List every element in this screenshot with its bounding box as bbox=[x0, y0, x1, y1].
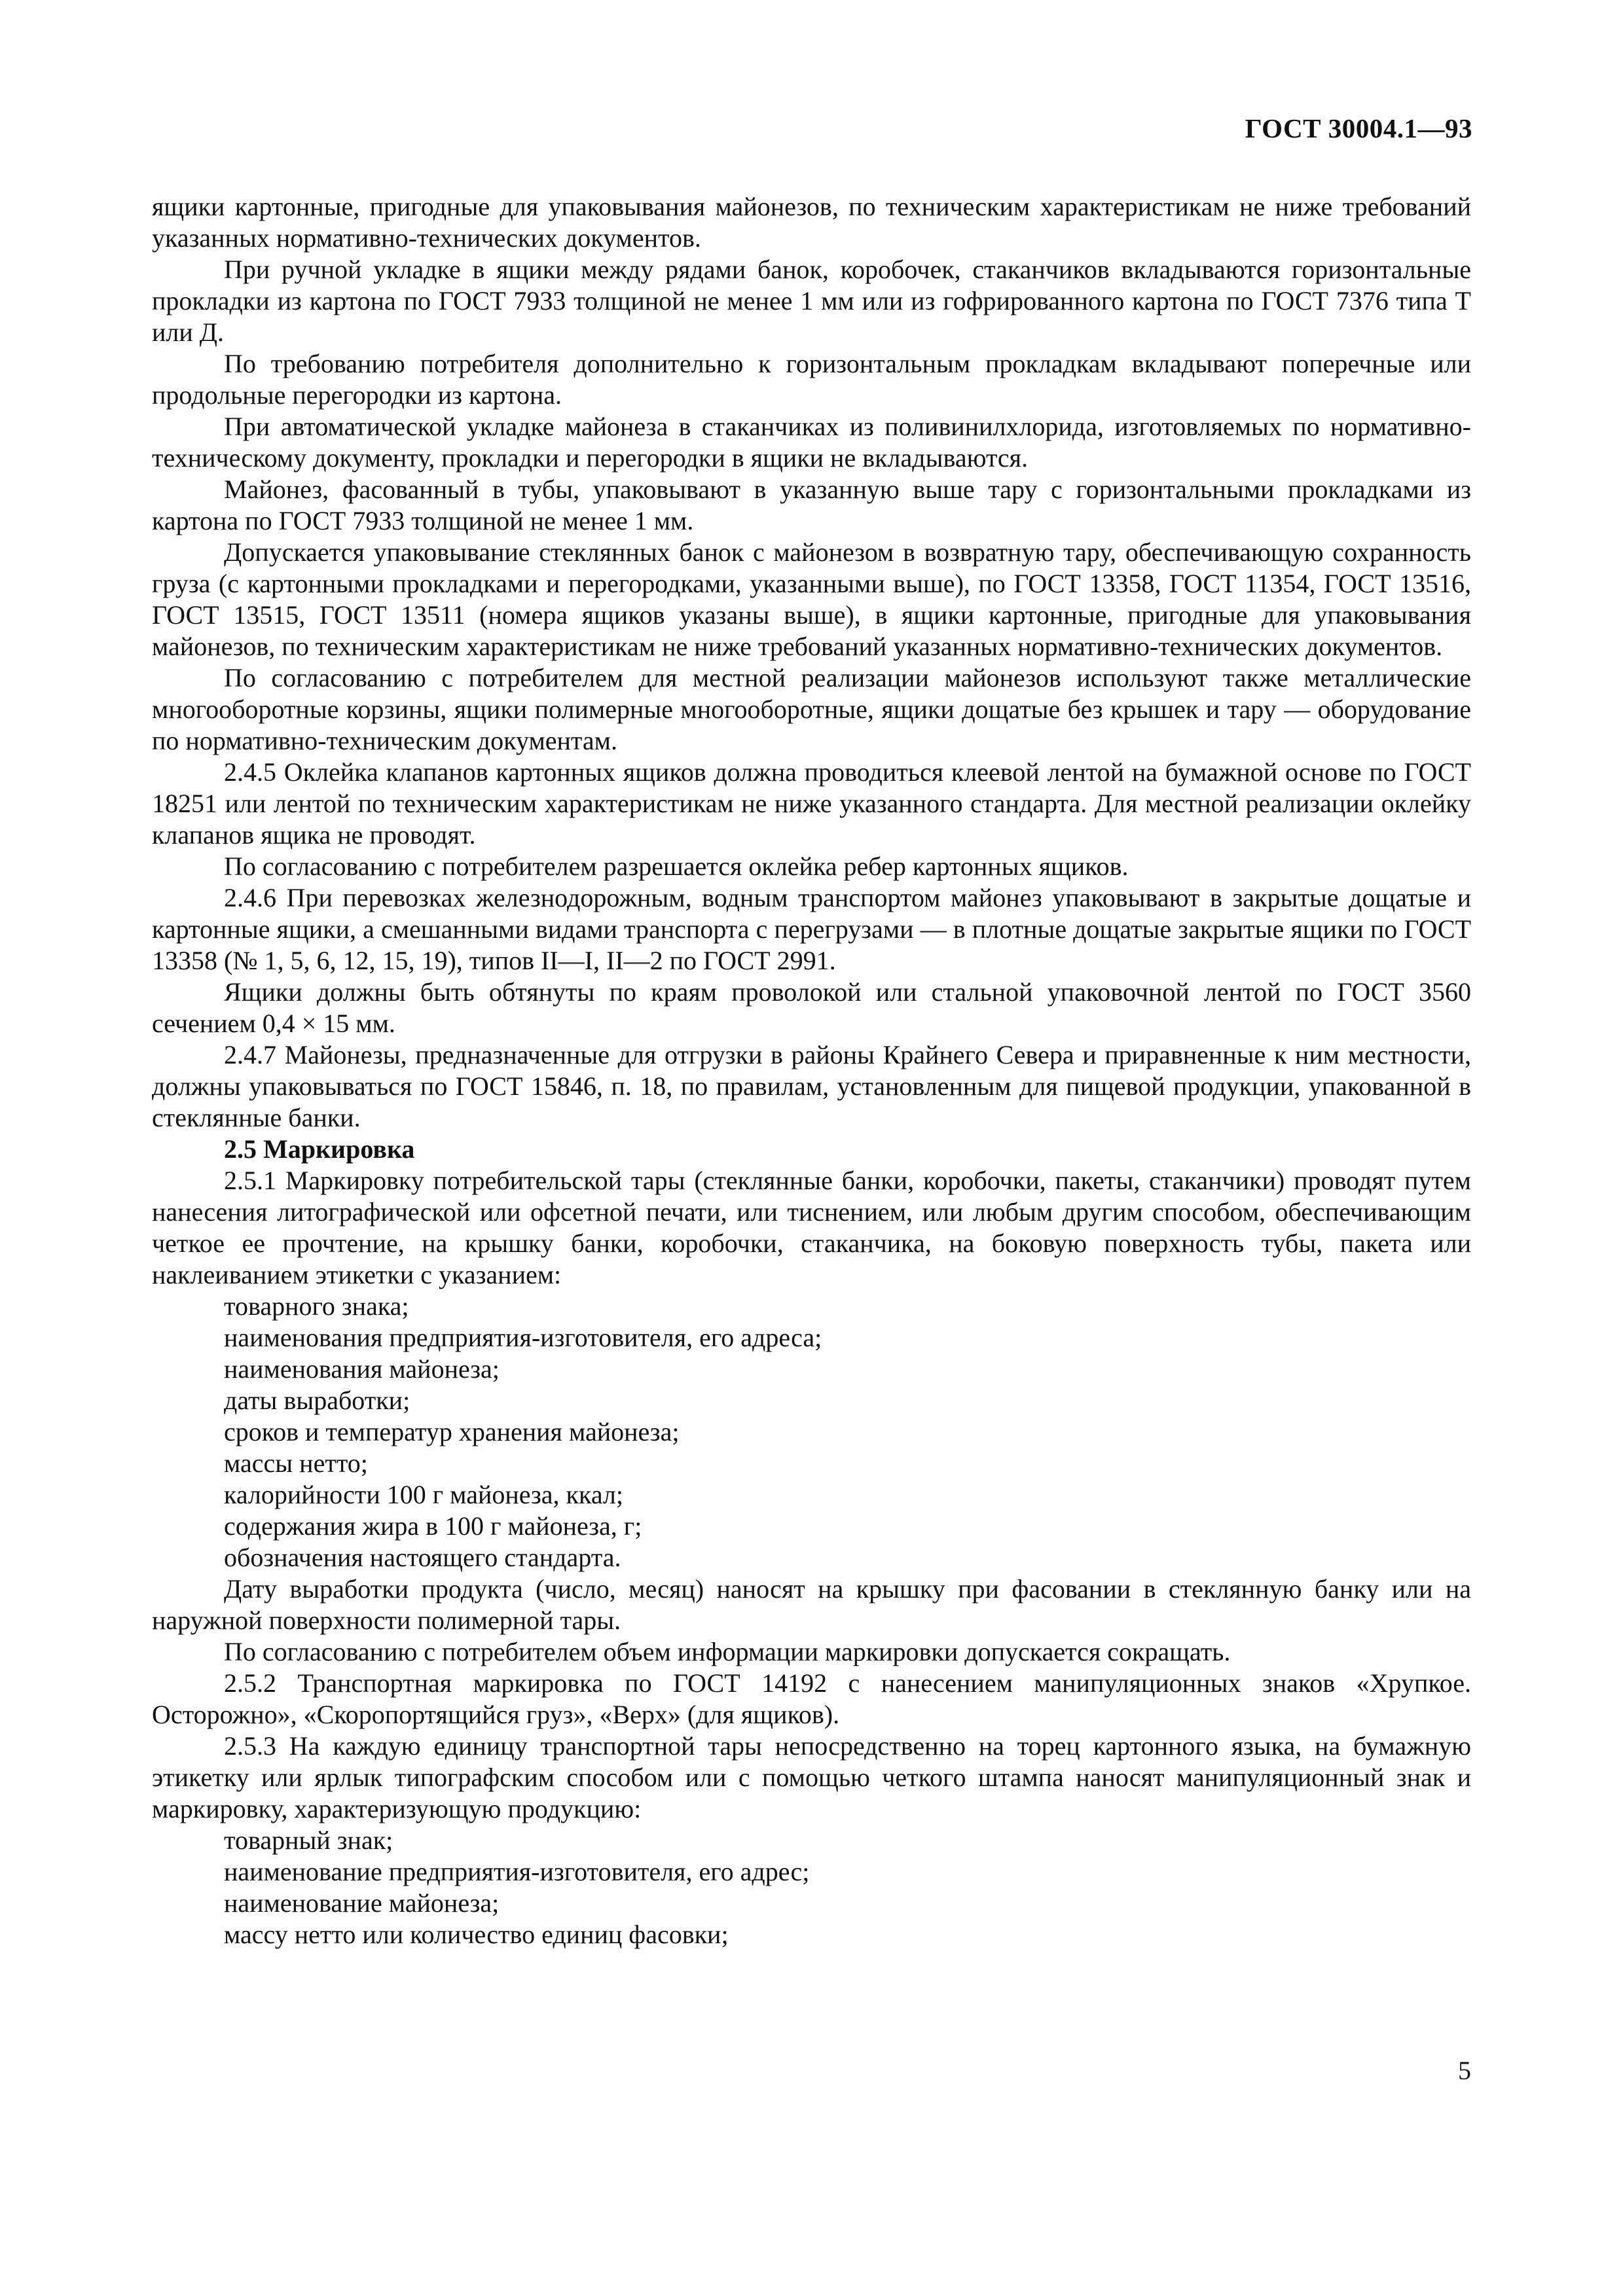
paragraph: Допускается упаковывание стеклянных банок с майонезом в возвратную тару, обеспечивающую сохранность груза (с картонными прокладками и перегородками, указанными выше), по ГОСТ 13358, ГОСТ 11354, ГОСТ 13516, ГОСТ 13515, ГОСТ 13511 (номера ящиков указаны выше), в ящики картонные, пригодные для упаковывания майонезов, по техническим характеристикам не ниже требований указанных нормативно-технических документов. bbox=[152, 537, 1471, 661]
document-number-header: ГОСТ 30004.1—93 bbox=[1245, 113, 1472, 143]
list-item: наименование майонеза; bbox=[224, 1888, 500, 1918]
paragraph: ящики картонные, пригодные для упаковывания майонезов, по техническим характеристикам не ниже требований указанных нормативно-технических документов. bbox=[152, 192, 1471, 253]
list-item: содержания жира в 100 г майонеза, г; bbox=[224, 1511, 642, 1541]
paragraph: 2.5.1 Маркировку потребительской тары (стеклянные банки, коробочки, пакеты, стаканчики) проводят путем нанесения литографической или офсетной печати, или тиснением, или любым другим способом, обеспечивающим четкое ее прочтение, на крышку банки, коробочки, стаканчика, на боковую поверхность тубы, пакета или наклеиванием этикетки с указанием: bbox=[152, 1166, 1471, 1289]
list-item: обозначения настоящего стандарта. bbox=[224, 1543, 621, 1572]
paragraph: Майонез, фасованный в тубы, упаковывают в указанную выше тару с горизонтальными прокладками из картона по ГОСТ 7933 толщиной не менее 1 мм. bbox=[152, 475, 1471, 535]
paragraph: Ящики должны быть обтянуты по краям проволокой или стальной упаковочной лентой по ГОСТ 3560 сечением 0,4 × 15 мм. bbox=[152, 977, 1471, 1038]
list-item: наименования майонеза; bbox=[224, 1354, 500, 1384]
paragraph: По согласованию с потребителем для местной реализации майонезов используют также металлические многооборотные корзины, ящики полимерные многооборотные, ящики дощатые без крышек и тару — оборудование по нормативно-техническим документам. bbox=[152, 663, 1471, 755]
paragraph: Дату выработки продукта (число, месяц) наносят на крышку при фасовании в стеклянную банку или на наружной поверхности полимерной тары. bbox=[152, 1574, 1471, 1635]
list-item: товарный знак; bbox=[224, 1825, 393, 1855]
document-body bbox=[152, 191, 1471, 1950]
list-item: товарного знака; bbox=[224, 1291, 409, 1321]
list-item: наименование предприятия-изготовителя, его адрес; bbox=[224, 1857, 810, 1886]
page-number: 5 bbox=[1458, 2056, 1471, 2085]
list-item: сроков и температур хранения майонеза; bbox=[224, 1417, 680, 1446]
paragraph: По согласованию с потребителем разрешается оклейка ребер картонных ящиков. bbox=[224, 852, 1129, 881]
list-item: даты выработки; bbox=[224, 1386, 410, 1415]
paragraph: При автоматической укладке майонеза в стаканчиках из поливинилхлорида, изготовляемых по нормативно-техническому документу, прокладки и перегородки в ящики не вкладываются. bbox=[152, 412, 1471, 473]
list-item: калорийности 100 г майонеза, ккал; bbox=[224, 1480, 623, 1509]
list-item: массу нетто или количество единиц фасовки; bbox=[224, 1920, 729, 1949]
paragraph: При ручной укладке в ящики между рядами банок, коробочек, стаканчиков вкладываются горизонтальные прокладки из картона по ГОСТ 7933 толщиной не менее 1 мм или из гофрированного картона по ГОСТ 7376 типа Т или Д. bbox=[152, 255, 1471, 347]
list-item: массы нетто; bbox=[224, 1448, 368, 1478]
list-item: наименования предприятия-изготовителя, его адреса; bbox=[224, 1323, 822, 1352]
paragraph: По согласованию с потребителем объем информации маркировки допускается сокращать. bbox=[224, 1637, 1231, 1666]
paragraph: 2.4.7 Майонезы, предназначенные для отгрузки в районы Крайнего Севера и приравненные к ним местности, должны упаковываться по ГОСТ 15846, п. 18, по правилам, установленным для пищевой продукции, упакованной в стеклянные банки. bbox=[152, 1040, 1471, 1132]
paragraph: 2.5.3 На каждую единицу транспортной тары непосредственно на торец картонного языка, на бумажную этикетку или ярлык типографским способом или с помощью четкого штампа наносят манипуляционный знак и маркировку, характеризующую продукцию: bbox=[152, 1731, 1471, 1823]
paragraph: 2.5.2 Транспортная маркировка по ГОСТ 14192 с нанесением манипуляционных знаков «Хрупкое. Осторожно», «Скоропортящийся груз», «Верх» (для ящиков). bbox=[152, 1668, 1471, 1729]
paragraph: 2.4.6 При перевозках железнодорожным, водным транспортом майонез упаковывают в закрытые дощатые и картонные ящики, а смешанными видами транспорта с перегрузами — в плотные дощатые закрытые ящики по ГОСТ 13358 (№ 1, 5, 6, 12, 15, 19), типов II—I, II—2 по ГОСТ 2991. bbox=[152, 883, 1471, 975]
section-heading: 2.5 Маркировка bbox=[224, 1134, 415, 1164]
paragraph: 2.4.5 Оклейка клапанов картонных ящиков должна проводиться клеевой лентой на бумажной основе по ГОСТ 18251 или лентой по техническим характеристикам не ниже указанного стандарта. Для местной реализации оклейку клапанов ящика не проводят. bbox=[152, 757, 1471, 850]
paragraph: По требованию потребителя дополнительно к горизонтальным прокладкам вкладывают поперечные или продольные перегородки из картона. bbox=[152, 349, 1471, 410]
